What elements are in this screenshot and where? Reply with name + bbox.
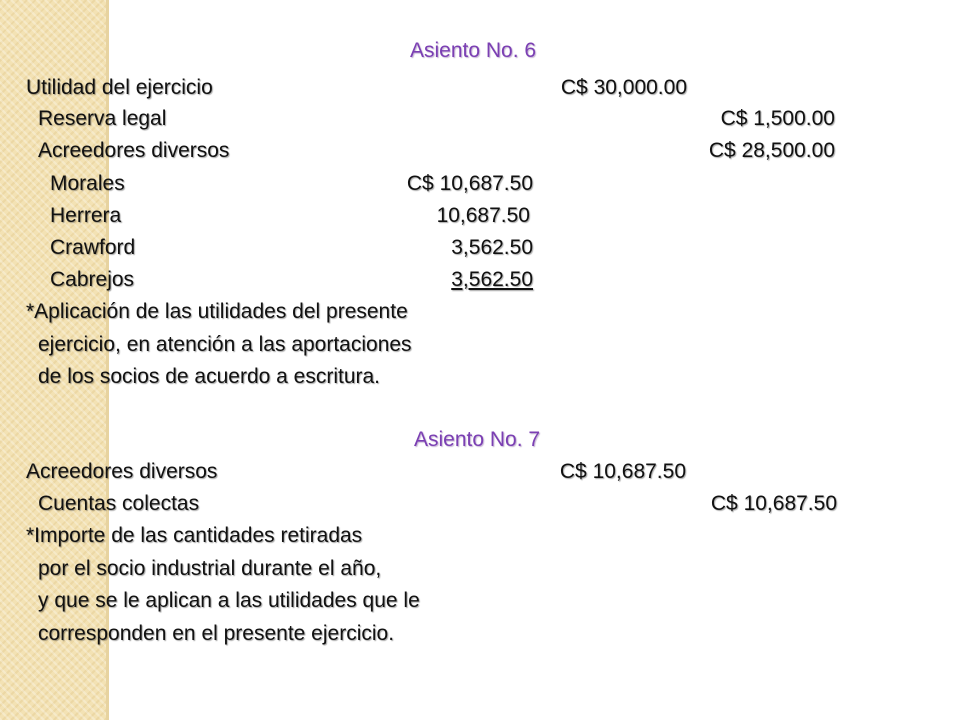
entry6-line2-credit: C$ 1,500.00: [720, 107, 835, 130]
entry7-line2-label: Cuentas colectas: [38, 492, 200, 515]
entry6-note-line3: de los socios de acuerdo a escritura.: [38, 365, 381, 388]
partner-amount-crawford: 3,562.50: [451, 236, 533, 259]
entry6-title: Asiento No. 6: [410, 39, 537, 62]
partner-name-crawford: Crawford: [50, 236, 136, 259]
entry6-line3-credit: C$ 28,500.00: [708, 139, 835, 162]
partner-amount-cabrejos: 3,562.50: [451, 268, 533, 291]
entry7-line2-credit: C$ 10,687.50: [710, 492, 837, 515]
partner-amount-herrera: 10,687.50: [436, 204, 530, 227]
entry6-line1-debit: C$ 30,000.00: [560, 76, 687, 99]
entry6-line2-label: Reserva legal: [38, 107, 167, 130]
entry6-line3-label: Acreedores diversos: [38, 139, 230, 162]
entry6-line1-label: Utilidad del ejercicio: [26, 76, 213, 99]
entry7-note-line4: corresponden en el presente ejercicio.: [38, 622, 395, 645]
entry7-line1-debit: C$ 10,687.50: [559, 460, 686, 483]
entry6-note-line1: *Aplicación de las utilidades del presente: [26, 300, 408, 323]
partner-amount-morales: C$ 10,687.50: [406, 172, 533, 195]
entry7-title: Asiento No. 7: [414, 428, 541, 451]
partner-name-cabrejos: Cabrejos: [50, 268, 135, 291]
partner-name-herrera: Herrera: [50, 204, 122, 227]
partner-name-morales: Morales: [50, 172, 125, 195]
entry7-note-line2: por el socio industrial durante el año,: [38, 557, 382, 580]
entry6-note-line2: ejercicio, en atención a las aportaciones: [38, 333, 412, 356]
entry7-note-line1: *Importe de las cantidades retiradas: [26, 524, 363, 547]
entry7-line1-label: Acreedores diversos: [26, 460, 218, 483]
entry7-note-line3: y que se le aplican a las utilidades que le: [38, 589, 420, 612]
